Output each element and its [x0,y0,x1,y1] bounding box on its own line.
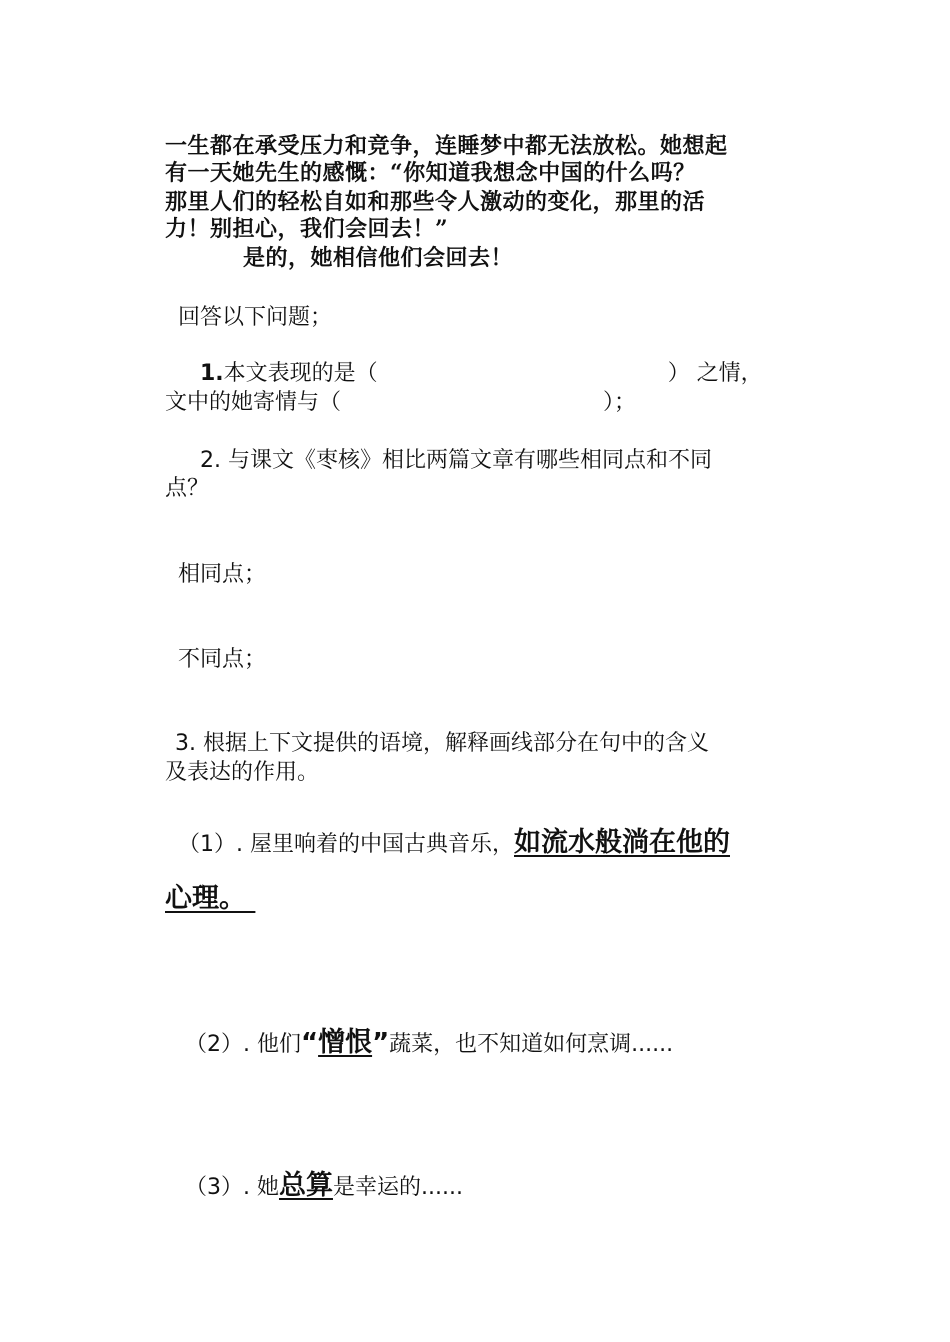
question-3-line-2: 及表达的作用。 [165,760,320,785]
question-1-text-d: ）； [603,390,637,415]
sentence-2-suffix: 蔬菜，也不知道如何烹调...... [389,1032,674,1057]
sentence-1-line-2 [165,881,805,919]
passage-line-1: 一生都在承受压力和竞争，连睡梦中都无法放松。她想起 [165,133,728,159]
sentence-3-prefix: （3）. 她 [185,1175,279,1200]
sentence-1-underlined-a: 如流水般淌在他的 [514,827,730,858]
passage-line-2: 有一天她先生的感慨：“你知道我想念中国的什么吗？ [165,160,696,186]
sentence-2 [185,1025,825,1063]
sentence-2-underlined: 憎恨 [318,1027,373,1058]
questions-prompt: 回答以下问题； [178,305,333,330]
question-1-number: 1. [200,361,224,386]
question-1-text-c: 文中的她寄情与（ [165,390,342,415]
passage-line-5: 是的，她相信他们会回去！ [243,245,514,271]
sentence-1-underline-tail [246,881,268,917]
sentence-2-open-quote: “ [300,1028,319,1058]
question-2-line-1: 2. 与课文《枣核》相比两篇文章有哪些相同点和不同 [200,448,712,473]
question-2-diff-label: 不同点； [178,647,267,672]
sentence-3 [185,1168,825,1206]
sentence-3-suffix: 是幸运的...... [332,1175,463,1200]
sentence-1-prefix: （1）. 屋里响着的中国古典音乐， [178,832,514,857]
passage-line-4: 力！别担心，我们会回去！” [165,216,449,242]
question-1-text-a: 本文表现的是（ [223,361,378,386]
sentence-3-underlined: 总算 [278,1170,333,1201]
question-1-line-2 [165,389,805,416]
question-2-same-label: 相同点； [178,562,267,587]
question-3-line-1: 3. 根据上下文提供的语境，解释画线部分在句中的含义 [175,731,709,756]
question-2-line-2: 点？ [165,476,210,501]
question-1-line-1 [200,360,800,387]
passage-line-3: 那里人们的轻松自如和那些令人激动的变化，那里的活 [165,189,706,215]
question-1-text-b: ） 之情， [667,361,763,386]
sentence-1-underlined-b: 心理。 [165,883,246,914]
sentence-1-line-1 [178,825,818,863]
sentence-2-close-quote: ” [372,1028,390,1058]
sentence-2-prefix: （2）. 他们 [185,1032,301,1057]
